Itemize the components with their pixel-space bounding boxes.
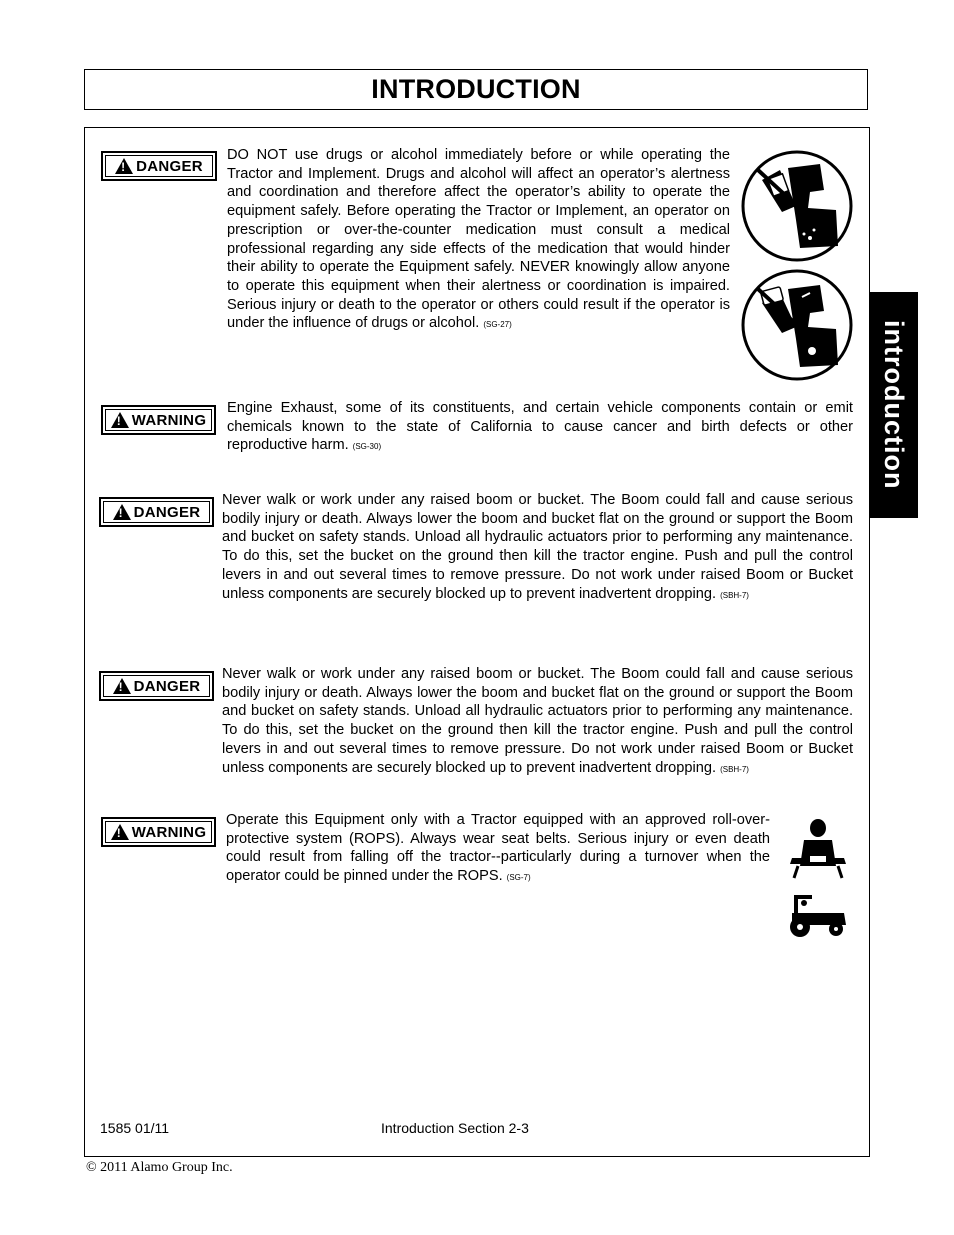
header-box bbox=[84, 69, 868, 110]
safety-text: Never walk or work under any raised boom or bucket. The Boom could fall and cause serious bodily injury or death. Always lower the boom and bucket flat on the ground or support the Boom and bucket on safety stands. Unload all hydraulic actuators prior to performing any maintenance. To do this, set the bucket on the ground then kill the tractor engine. Push and pull the control levers in and out several times to remove pressure. Do not work under raised Boom or Bucket unless components are securely blocked up to prevent inadvertent dropping. (SBH-7) bbox=[222, 666, 853, 776]
warning-label: ! WARNING bbox=[101, 405, 216, 435]
warning-triangle-icon bbox=[115, 158, 133, 174]
warning-triangle-icon bbox=[113, 504, 131, 520]
warning-label: ! WARNING bbox=[101, 817, 216, 847]
footer-section: Introduction Section 2-3 bbox=[381, 1120, 529, 1136]
seat-belt-icon bbox=[786, 818, 850, 880]
no-drinking-icon bbox=[740, 150, 854, 262]
danger-label: ! DANGER bbox=[99, 497, 214, 527]
copyright: © 2011 Alamo Group Inc. bbox=[86, 1160, 233, 1175]
page-title: INTRODUCTION bbox=[371, 74, 581, 104]
safety-text: Operate this Equipment only with a Tractor equipped with an approved roll-over-protective system (ROPS). Always wear seat belts. Serious injury or even death could result from falling off the tractor--particularly during a turnover when the operator could be pinned under the ROPS. (SG-7) bbox=[226, 812, 770, 885]
warning-triangle-icon bbox=[111, 824, 129, 840]
safety-text: Never walk or work under any raised boom or bucket. The Boom could fall and cause serious bodily injury or death. Always lower the boom and bucket flat on the ground or support the Boom and bucket on safety stands. Unload all hydraulic actuators prior to performing any maintenance. To do this, set the bucket on the ground then kill the tractor engine. Push and pull the control levers in and out several times to remove pressure. Do not work under raised Boom or Bucket unless components are securely blocked up to prevent inadvertent dropping. (SBH-7) bbox=[222, 492, 853, 602]
danger-label: ! DANGER bbox=[99, 671, 214, 701]
footer-model-date: 1585 01/11 bbox=[100, 1120, 170, 1136]
section-side-tab bbox=[869, 292, 918, 518]
safety-text: Engine Exhaust, some of its constituents, and certain vehicle components contain or emit chemicals known to the state of California to cause cancer and birth defects or other reproductive harm. (SG-30) bbox=[227, 400, 853, 454]
tractor-rops-icon bbox=[784, 893, 848, 939]
safety-text: DO NOT use drugs or alcohol immediately before or while operating the Tractor and Implement. Drugs and alcohol will affect an operator’s alertness and coordination and therefore affect the operator’s ability to operate the equipment safely. Before operating the Tractor or Implement, an operator on prescription or over-the-counter medication must consult a medical professional regarding any side effects of the medication that would hinder their ability to operate the Equipment safely. NEVER knowingly allow anyone to operate this equipment when their alertness or coordination is impaired. Serious injury or death to the operator or others could result if the operator is under the influence of drugs or alcohol. (SG-27) bbox=[227, 147, 730, 332]
warning-triangle-icon bbox=[111, 412, 129, 428]
danger-label: ! DANGER bbox=[101, 151, 217, 181]
side-tab-label: introduction bbox=[879, 320, 909, 490]
warning-triangle-icon bbox=[113, 678, 131, 694]
no-drugs-icon bbox=[740, 269, 854, 381]
